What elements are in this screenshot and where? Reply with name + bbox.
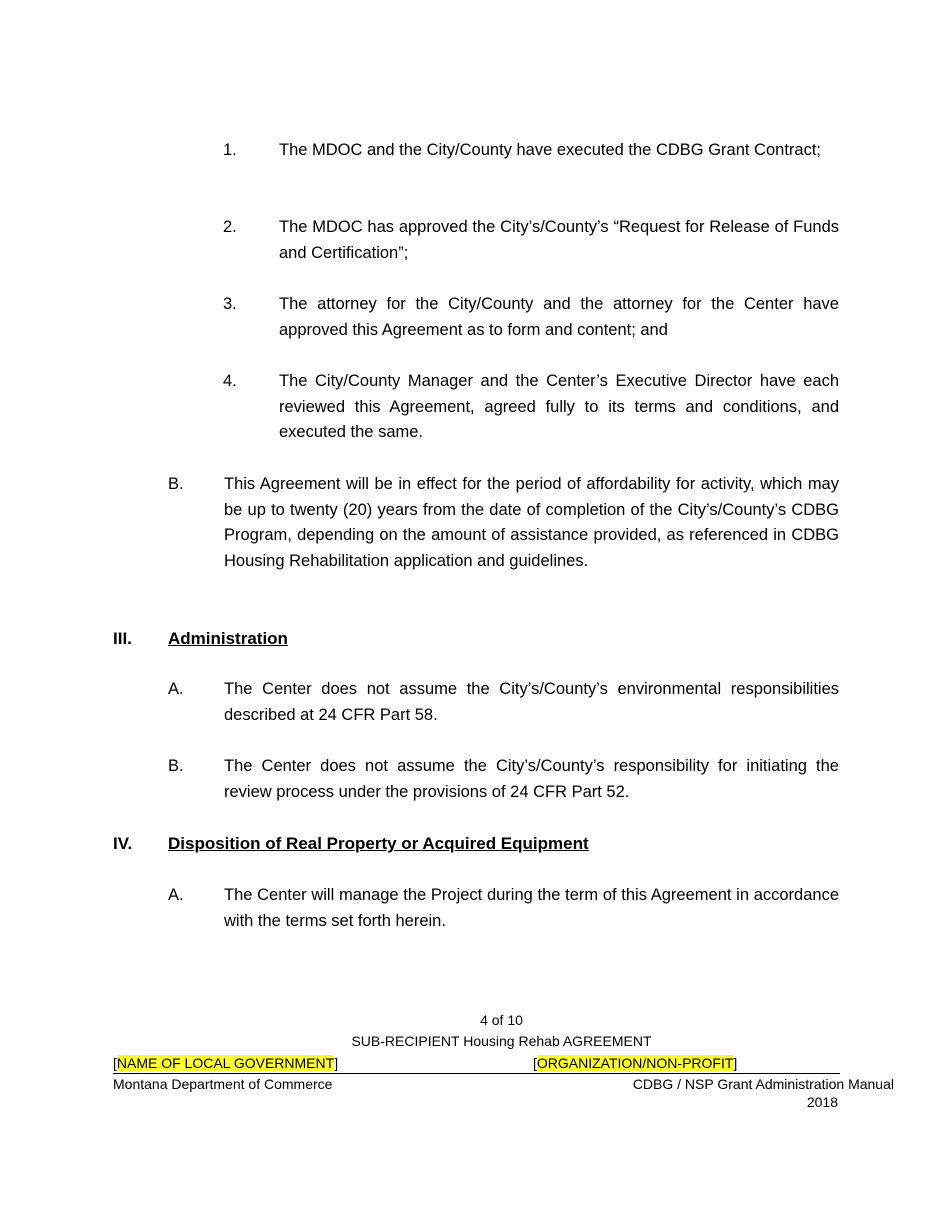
- placeholder-highlight: NAME OF LOCAL GOVERNMENT: [116, 1055, 335, 1071]
- manual-year: 2018: [806, 1094, 838, 1110]
- footer-rule: [113, 1073, 840, 1074]
- section-number: IV.: [113, 834, 133, 853]
- paragraph-label: A.: [168, 886, 184, 904]
- paragraph-label: B.: [168, 475, 184, 493]
- item-number: 3.: [223, 295, 237, 313]
- paragraph-text: The Center does not assume the City’s/County’s responsibility for initiating the review process under the provisions of 24 CFR Part 52.: [224, 757, 839, 801]
- item-text: The City/County Manager and the Center’s Executive Director have each reviewed this Agreement, agreed fully to its terms and conditions, and executed the same.: [279, 372, 839, 442]
- paragraph-label: B.: [168, 757, 184, 775]
- organization-placeholder: [ORGANIZATION/NON-PROFIT]: [533, 1055, 738, 1071]
- item-text: The attorney for the City/County and the attorney for the Center have approved this Agreement as to form and content; and: [279, 295, 839, 339]
- manual-title: CDBG / NSP Grant Administration Manual: [632, 1076, 894, 1092]
- section-number: III.: [113, 629, 132, 648]
- page-number: 4 of 10: [480, 1012, 523, 1028]
- paragraph-text: The Center will manage the Project during the term of this Agreement in accordance with the terms set forth herein.: [224, 886, 839, 930]
- local-government-placeholder: [NAME OF LOCAL GOVERNMENT]: [113, 1055, 339, 1071]
- item-number: 1.: [223, 141, 237, 159]
- item-text: The MDOC has approved the City’s/County’s “Request for Release of Funds and Certification”;: [279, 218, 839, 262]
- section-title: Disposition of Real Property or Acquired Equipment: [168, 834, 589, 853]
- paragraph-label: A.: [168, 680, 184, 698]
- paragraph-text: This Agreement will be in effect for the period of affordability for activity, which may be up to twenty (20) years from the date of completion of the City’s/County’s CDBG Program, depending on the amount of assistance provided, as referenced in CDBG Housing Rehabilitation application and guidelines.: [224, 475, 839, 571]
- item-number: 4.: [223, 372, 237, 390]
- placeholder-highlight: ORGANIZATION/NON-PROFIT: [536, 1055, 734, 1071]
- department-name: Montana Department of Commerce: [113, 1076, 333, 1092]
- paragraph-text: The Center does not assume the City’s/County’s environmental responsibilities described at 24 CFR Part 58.: [224, 680, 839, 724]
- item-number: 2.: [223, 218, 237, 236]
- section-title: Administration: [168, 629, 288, 648]
- footer-doc-title: SUB-RECIPIENT Housing Rehab AGREEMENT: [351, 1033, 652, 1049]
- item-text: The MDOC and the City/County have executed the CDBG Grant Contract;: [279, 141, 821, 159]
